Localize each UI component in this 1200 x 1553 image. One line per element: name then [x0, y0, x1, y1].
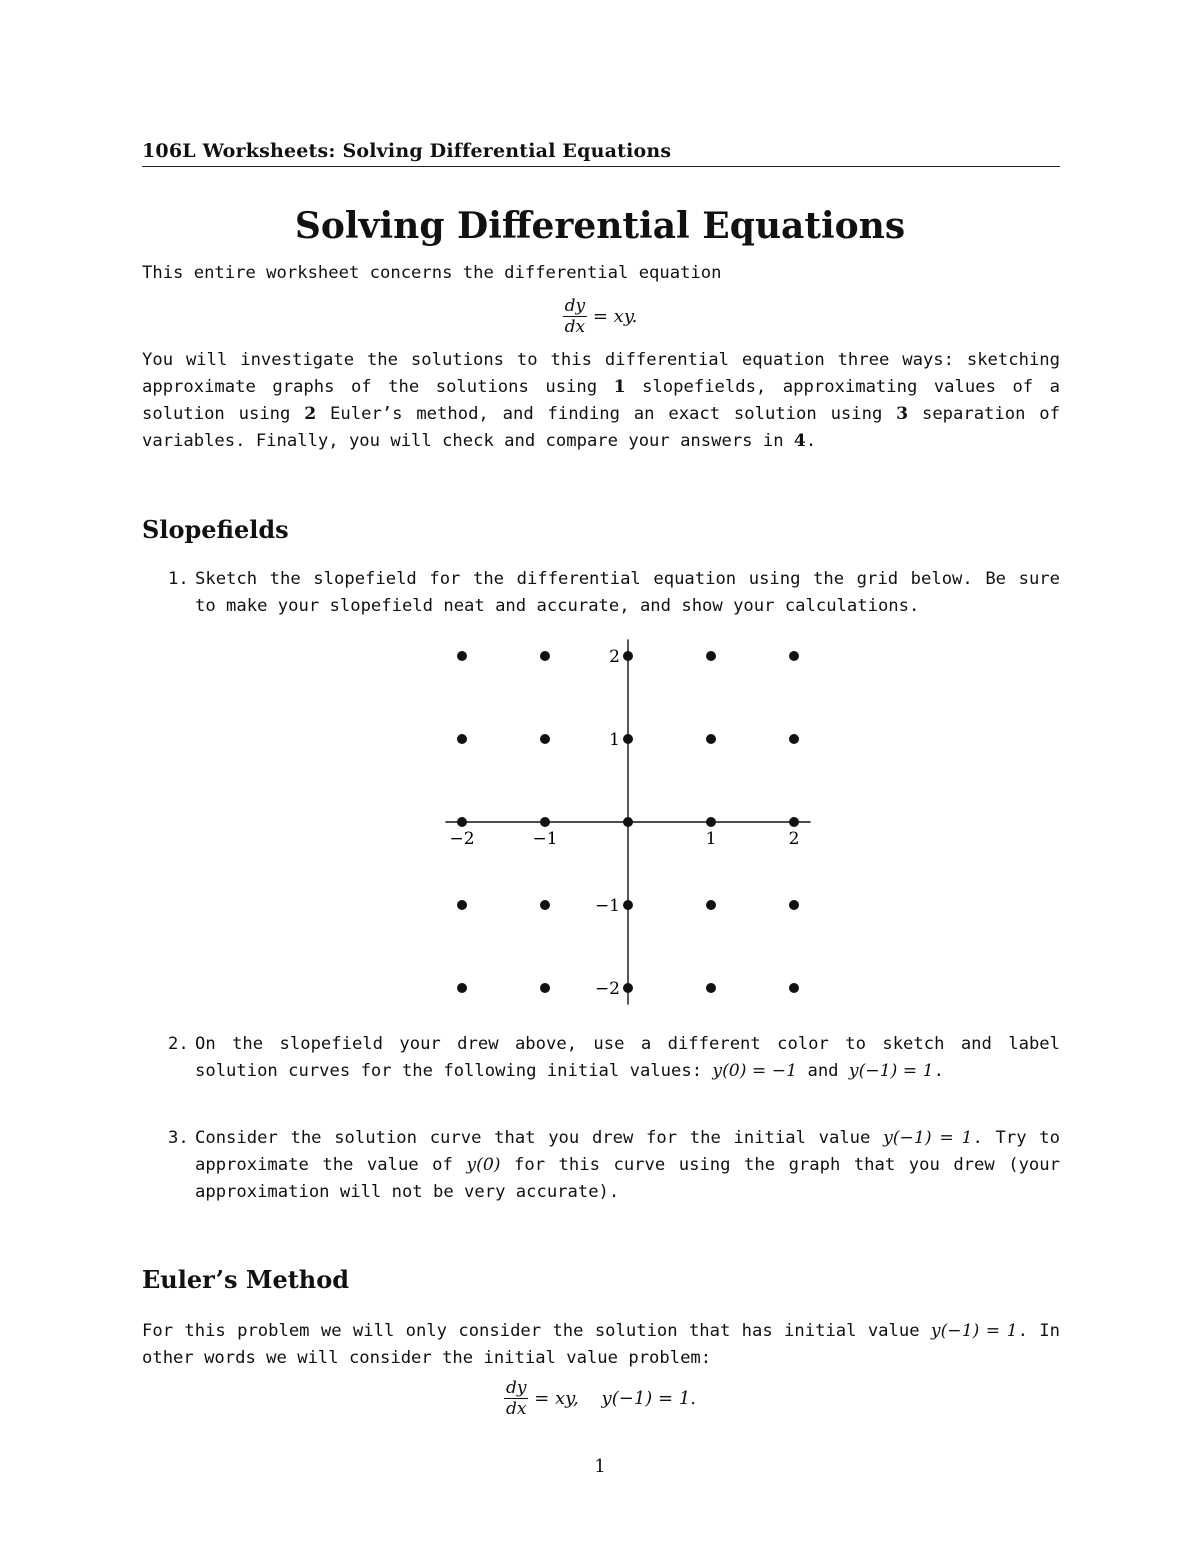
item-number: 3.	[168, 1128, 189, 1148]
x-tick-label: 1	[705, 829, 717, 849]
x-tick-label: −2	[449, 829, 475, 849]
item-number: 1.	[168, 569, 189, 589]
grid-point	[623, 734, 633, 744]
grid-point	[706, 734, 716, 744]
item-text-a: On the slopefield your drew above, use a different color to sketch and label solution curves for the following initial values:	[195, 1034, 1060, 1081]
euler-text-b: . In other words we will consider the initial value problem:	[142, 1321, 1060, 1368]
ref-2: 2	[304, 404, 317, 424]
grid-point	[789, 651, 799, 661]
x-tick-label: −1	[532, 829, 558, 849]
ref-4: 4	[793, 431, 806, 451]
grid-point	[457, 900, 467, 910]
intro-text-a: You will investigate the solutions to this differential equation three ways: sketching approximate graphs of the solutions using	[142, 350, 1060, 397]
initial-value-math: y(−1) = 1	[930, 1321, 1018, 1341]
y-tick-label: −2	[594, 979, 620, 999]
grid-point	[540, 983, 550, 993]
grid-point	[540, 900, 550, 910]
x-tick-label: 2	[788, 829, 800, 849]
grid-point	[706, 651, 716, 661]
intro-text-d: separation of variables. Finally, you will check and compare your answers in	[142, 404, 1060, 451]
euler-equation	[0, 1378, 1200, 1419]
grid-point	[623, 651, 633, 661]
fraction-denominator: dx	[564, 317, 586, 337]
grid-point	[457, 983, 467, 993]
fraction-numerator: dy	[564, 296, 586, 316]
page-title: Solving Differential Equations	[294, 205, 906, 247]
y-tick-label: 2	[609, 647, 620, 667]
euler-text-a: For this problem we will only consider the solution that has initial value	[142, 1321, 931, 1341]
grid-point	[706, 983, 716, 993]
grid-point	[457, 817, 467, 827]
grid-point	[623, 900, 633, 910]
item-text	[195, 1125, 1060, 1206]
grid-point	[540, 734, 550, 744]
section-heading-euler: Euler’s Method	[142, 1265, 350, 1294]
page-number: 1	[594, 1456, 606, 1477]
item-number: 2.	[168, 1034, 189, 1054]
y0-math: y(0)	[466, 1155, 501, 1175]
item-text-b: and	[797, 1061, 849, 1081]
ref-1: 1	[613, 377, 626, 397]
section-heading-slopefields: Slopefields	[142, 515, 289, 544]
y-tick-label: 1	[609, 730, 620, 750]
grid-point	[457, 651, 467, 661]
ref-3: 3	[896, 404, 909, 424]
fraction-numerator: dy	[505, 1378, 527, 1398]
initial-value-math: y(−1) = 1	[883, 1128, 973, 1148]
y-tick-label: −1	[594, 896, 620, 916]
intro-line: This entire worksheet concerns the differential equation	[142, 263, 722, 283]
grid-point	[457, 734, 467, 744]
intro-text-e: .	[805, 431, 817, 451]
intro-text-c: Euler’s method, and finding an exact solution using	[316, 404, 897, 424]
grid-point	[540, 651, 550, 661]
grid-point	[540, 817, 550, 827]
grid-point	[623, 983, 633, 993]
item-text	[195, 1031, 1060, 1085]
item-text-c: for this curve using the graph that you drew (your approximation will not be very accurate).	[195, 1155, 1060, 1202]
equation-rhs: = xy, y(−1) = 1.	[534, 1388, 697, 1409]
grid-point	[789, 817, 799, 827]
grid-point	[789, 900, 799, 910]
initial-value-math: y(0) = −1	[712, 1061, 798, 1081]
equation-rhs: = xy.	[592, 306, 638, 327]
grid-point	[789, 734, 799, 744]
derivative-fraction	[504, 1378, 529, 1419]
item-text: Sketch the slopefield for the differential equation using the grid below. Be sure to make your slopefield neat and accurate, and show your calculations.	[195, 569, 1060, 616]
euler-paragraph	[142, 1318, 1060, 1372]
intro-text-b: slopefields, approximating values of a solution using	[142, 377, 1061, 424]
initial-value-math: y(−1) = 1	[848, 1061, 934, 1081]
grid-point	[789, 983, 799, 993]
fraction-denominator: dx	[505, 1399, 527, 1419]
item-text-a: Consider the solution curve that you drew for the initial value	[195, 1128, 884, 1148]
item-text-b: . Try to approximate the value of	[195, 1128, 1060, 1175]
grid-point	[706, 900, 716, 910]
running-head: 106L Worksheets: Solving Differential Equations	[142, 140, 1060, 167]
grid-point	[623, 817, 633, 827]
item-text-c: .	[933, 1061, 944, 1081]
grid-point	[706, 817, 716, 827]
